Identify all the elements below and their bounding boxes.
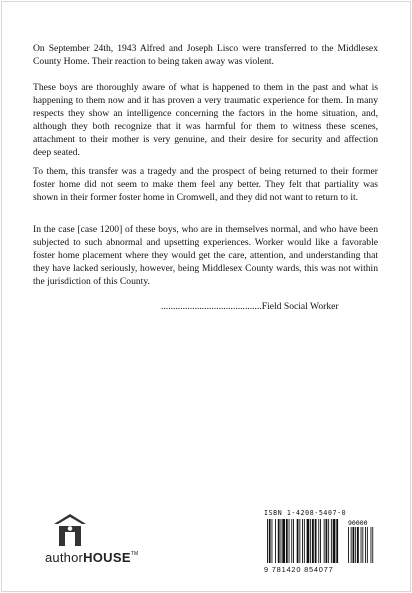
isbn-label: ISBN 1-4208-5407-0	[264, 509, 347, 517]
logo-brand: HOUSE	[83, 550, 131, 565]
price-code: 90000	[348, 519, 368, 527]
logo-tm: TM	[130, 551, 139, 557]
signature-line: ..........................................Field Social Worker	[161, 301, 339, 312]
barcode-image	[266, 519, 376, 565]
authorhouse-wordmark	[45, 550, 138, 565]
authorhouse-logo	[45, 512, 155, 572]
paragraph-3: To them, this transfer was a tragedy and the prospect of being returned to their former foster home did not seem to make them feel any better. They felt that partiality was shown in their former foster home in Cromwell, and they did not want to return to it.	[33, 166, 378, 203]
logo-prefix: author	[45, 550, 84, 565]
paragraph-4: In the case [case 1200] of these boys, who are in themselves normal, and who have been subjected to such abnormal and upsetting experiences. Worker would like a favorable foster home placement where they would get the care, attention, and understanding that they have lacked seriously, however, being Middlesex County wards, this was not within the jurisdiction of this County.	[33, 224, 378, 287]
ean-digits: 9 781420 854077	[264, 565, 334, 574]
paragraph-2: These boys are thoroughly aware of what is happened to them in the past and what is happening to them now and it has proven a very traumatic experience for them. In many respects they show an intelligence concerning the factors in the home situation, and, although they both recognize that it was harmful for them to witness these scenes, attachment to their mother is very genuine, and their desire for security and affection deep seated.	[33, 82, 378, 158]
paragraph-1: On September 24th, 1943 Alfred and Joseph Lisco were transferred to the Middlesex County Home. Their reaction to being taken away was violent.	[33, 43, 378, 67]
authorhouse-logo-icon	[50, 512, 90, 548]
